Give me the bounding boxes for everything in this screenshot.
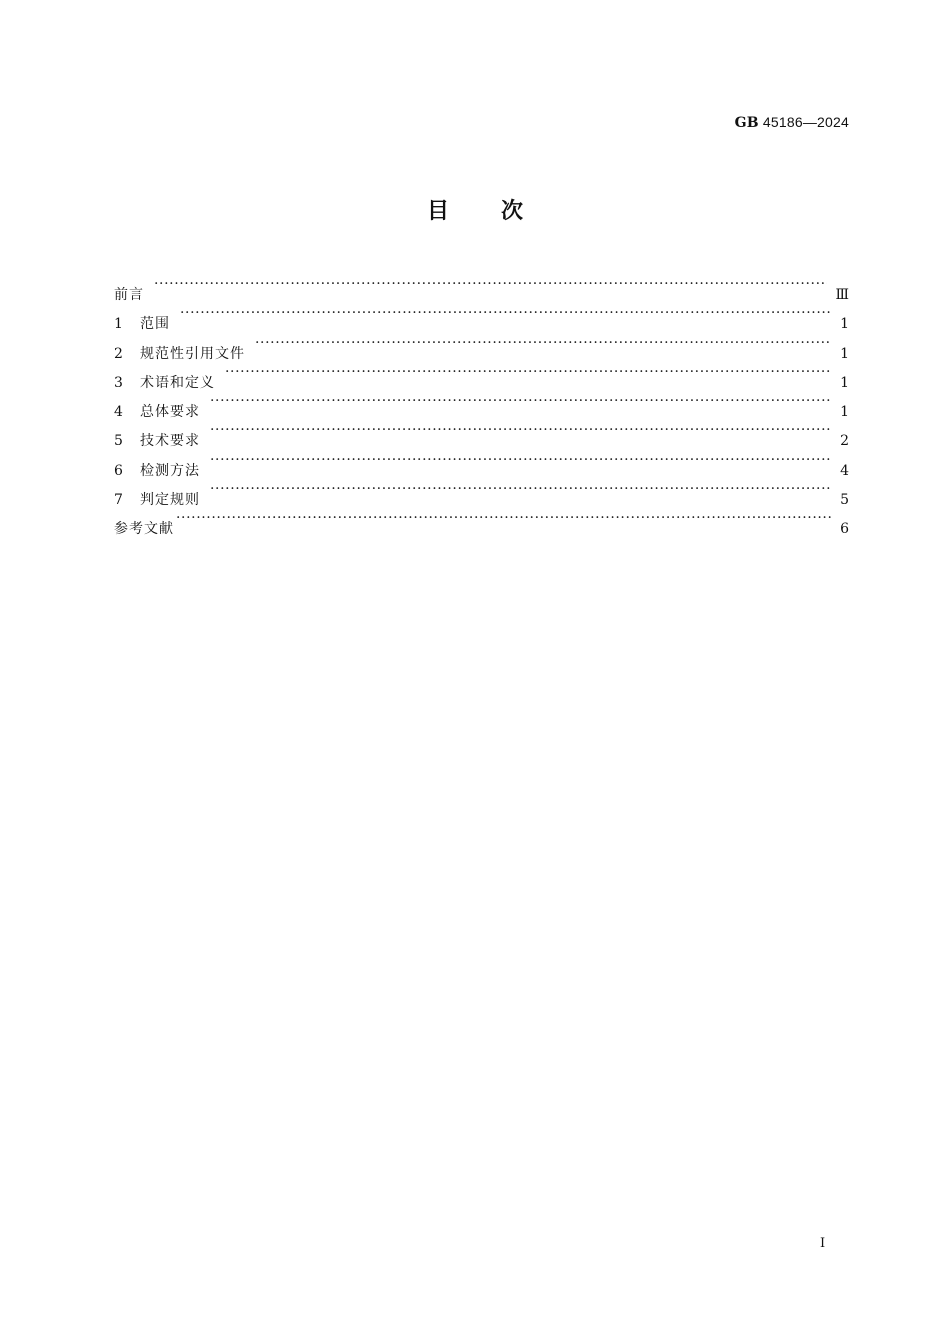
toc-leader-dots: [210, 446, 832, 475]
toc-leader-dots: [225, 358, 832, 387]
toc-page-number: 1: [840, 404, 849, 421]
toc-entry-title: 总体要求: [140, 404, 200, 421]
toc-section-number: 1: [114, 316, 123, 333]
toc-entry-title: 范围: [140, 316, 170, 333]
toc-page-number: 4: [840, 462, 849, 479]
toc-entry-bibliography[interactable]: [114, 504, 849, 538]
toc-leader-dots: [154, 270, 827, 299]
toc-entry-title: 前言: [114, 287, 144, 303]
toc-entry-normative-references[interactable]: [114, 329, 849, 362]
toc-entry-title: 技术要求: [140, 433, 200, 450]
toc-entry-title: 参考文献: [114, 521, 174, 538]
toc-entry-general-requirements[interactable]: [114, 387, 849, 421]
toc-section-number: 4: [114, 404, 123, 421]
title-char-1: 目: [426, 199, 449, 224]
toc-entry-technical-requirements[interactable]: [114, 416, 849, 450]
toc-entry-judgement-rules[interactable]: [114, 475, 849, 509]
toc-page-number: 1: [840, 316, 849, 333]
standard-code: [735, 114, 849, 131]
toc-entry-title: 判定规则: [140, 492, 200, 509]
toc-page-number: 2: [840, 433, 849, 450]
toc-entry-foreword[interactable]: [114, 270, 849, 303]
toc-page-number: Ⅲ: [835, 287, 849, 303]
toc-entry-title: 术语和定义: [140, 374, 215, 391]
toc-page-number: 1: [840, 374, 849, 391]
toc-page-number: 1: [840, 345, 849, 362]
toc-leader-dots: [210, 387, 832, 416]
toc-entry-title: 规范性引用文件: [140, 345, 245, 362]
toc-leader-dots: [176, 504, 832, 533]
footer-page-number: Ⅰ: [820, 1236, 826, 1251]
toc-entry-test-methods[interactable]: [114, 446, 849, 479]
toc-section-number: 2: [114, 345, 123, 362]
toc-section-number: 5: [114, 433, 123, 450]
table-of-contents: [114, 270, 849, 538]
toc-section-number: 3: [114, 374, 123, 391]
title-char-2: 次: [501, 199, 524, 224]
standard-prefix: GB: [734, 115, 759, 131]
toc-leader-dots: [255, 329, 832, 358]
toc-entry-terms-definitions[interactable]: [114, 358, 849, 391]
toc-entry-title: 检测方法: [140, 462, 200, 479]
standard-number: 45186—2024: [762, 114, 849, 130]
toc-entry-scope[interactable]: [114, 299, 849, 333]
page-title: [0, 194, 950, 225]
toc-section-number: 7: [114, 492, 123, 509]
toc-section-number: 6: [114, 462, 123, 479]
toc-leader-dots: [210, 475, 832, 504]
toc-page-number: 6: [840, 521, 849, 538]
toc-leader-dots: [180, 299, 832, 328]
toc-page-number: 5: [840, 492, 849, 509]
toc-leader-dots: [210, 416, 832, 445]
